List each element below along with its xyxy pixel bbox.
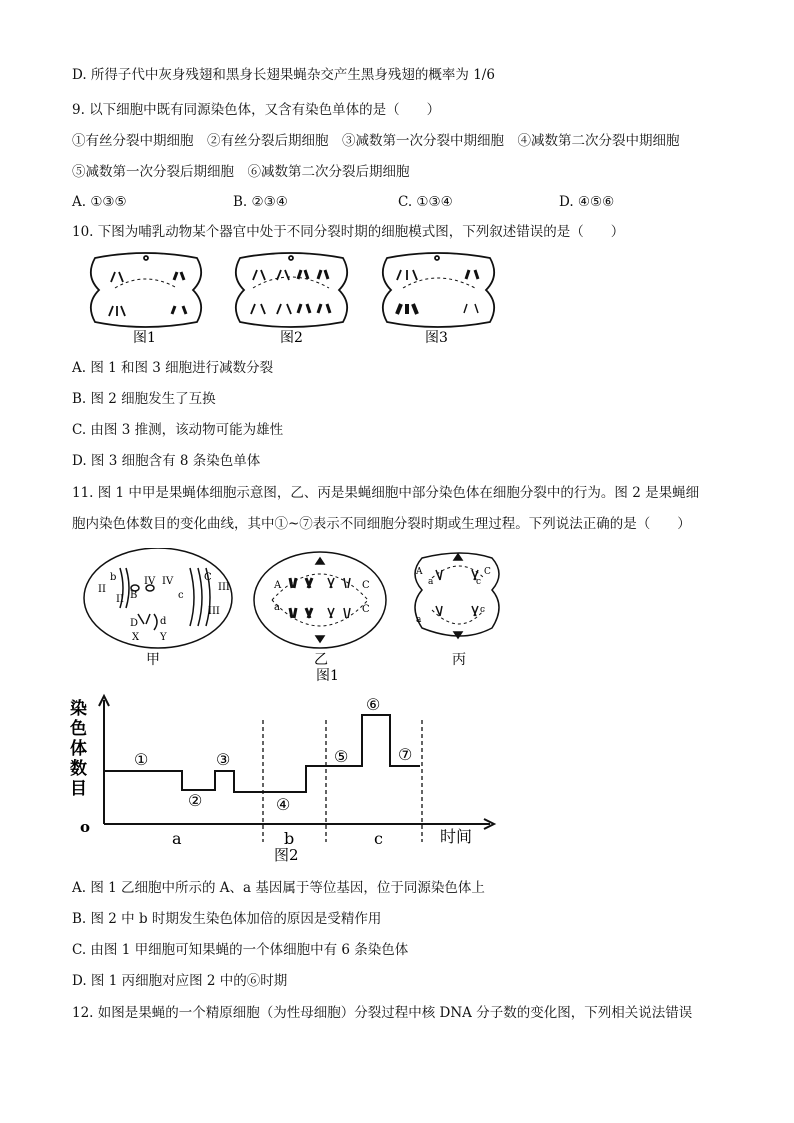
fig2-phase-a: a	[172, 829, 182, 848]
fig2-step-3: ③	[216, 750, 231, 769]
fig2-step-7: ⑦	[398, 745, 413, 764]
yi-cell	[254, 552, 386, 648]
q11-stem-line1: 11. 图 1 中甲是果蝇体细胞示意图，乙、丙是果蝇细胞中部分染色体在细胞分裂中的行为。图 2 是果蝇细	[72, 485, 700, 501]
q8-option-d: D. 所得子代中灰身残翅和黑身长翅果蝇杂交产生黑身残翅的概率为 1/6	[72, 67, 495, 83]
fig2-step-1: ①	[134, 750, 149, 769]
fig2-ylabel-char-4: 数	[70, 759, 87, 779]
q11-figure-2	[68, 692, 498, 864]
q10-cell-1	[91, 253, 201, 327]
q9-option-c: C. ①③④	[398, 194, 453, 210]
bing-cell	[415, 553, 499, 638]
fig2-phase-b: b	[284, 829, 295, 848]
q10-option-c: C. 由图 3 推测，该动物可能为雄性	[72, 422, 284, 438]
yi-label-C-top: C	[362, 580, 370, 591]
q10-caption-3: 图3	[425, 330, 448, 346]
q9-items-line2: ⑤减数第一次分裂后期细胞 ⑥减数第二次分裂后期细胞	[72, 164, 410, 180]
q10-caption-1: 图1	[133, 330, 156, 346]
jia-label-Y: Y	[160, 632, 167, 643]
q10-option-d: D. 图 3 细胞含有 8 条染色单体	[72, 453, 261, 469]
bing-label-c-top: c	[476, 577, 482, 587]
q10-option-b: B. 图 2 细胞发生了互换	[72, 391, 216, 407]
q12-stem: 12. 如图是果蝇的一个精原细胞（为性母细胞）分裂过程中核 DNA 分子数的变化图，下列相关说法错误	[72, 1005, 693, 1021]
q9-stem: 9. 以下细胞中既有同源染色体，又含有染色单体的是（ ）	[72, 102, 441, 118]
fig2-caption: 图2	[274, 846, 299, 864]
jia-label-b: b	[110, 572, 117, 583]
q11-option-d: D. 图 1 丙细胞对应图 2 中的⑥时期	[72, 973, 288, 989]
q10-cell-3	[383, 253, 494, 327]
q10-caption-2: 图2	[280, 330, 303, 346]
jia-cell	[84, 548, 232, 648]
fig2-phase-c: c	[374, 829, 383, 848]
jia-label-D: D	[130, 618, 139, 629]
q9-option-a: A. ①③⑤	[72, 194, 127, 210]
q11-figure-1	[80, 548, 510, 688]
q10-stem: 10. 下图为哺乳动物某个器官中处于不同分裂时期的细胞模式图，下列叙述错误的是（ ）	[72, 224, 625, 240]
fig2-step-4: ④	[276, 795, 291, 814]
fig2-axes	[99, 696, 494, 829]
yi-label-A: A	[274, 580, 282, 591]
bing-label-a-bottom: a	[416, 615, 422, 625]
q11-stem-line2: 胞内染色体数目的变化曲线，其中①~⑦表示不同细胞分裂时期或生理过程。下列说法正确的是（ ）	[72, 516, 691, 532]
jia-label-c: c	[178, 590, 184, 601]
jia-label-III-a: III	[218, 582, 230, 593]
jia-label-X: X	[132, 632, 140, 643]
q11-option-c: C. 由图 1 甲细胞可知果蝇的一个体细胞中有 6 条染色体	[72, 942, 409, 958]
q11-option-b: B. 图 2 中 b 时期发生染色体加倍的原因是受精作用	[72, 911, 382, 927]
fig2-ylabel-char-1: 染	[70, 699, 87, 719]
jia-label-C: C	[204, 572, 212, 583]
jia-label-d: d	[160, 616, 167, 627]
jia-label-IV-a: IV	[144, 576, 156, 587]
fig2-step-2: ②	[188, 791, 203, 810]
fig2-step-line	[104, 715, 420, 792]
q11-option-a: A. 图 1 乙细胞中所示的 A、a 基因属于等位基因，位于同源染色体上	[72, 880, 485, 896]
fig1-label-jia: 甲	[146, 652, 160, 668]
bing-label-c-bottom: c	[480, 605, 486, 615]
jia-label-B: B	[130, 590, 138, 601]
fig2-origin: o	[80, 818, 91, 836]
fig1-label-bing: 丙	[452, 652, 466, 668]
bing-label-A: A	[416, 567, 423, 577]
q10-cell-2	[236, 253, 347, 327]
q9-option-d: D. ④⑤⑥	[559, 194, 615, 210]
fig2-ylabel-char-3: 体	[70, 739, 87, 759]
q10-figure	[85, 246, 505, 346]
jia-label-II-a: II	[98, 584, 106, 595]
bing-label-a-top: a	[428, 577, 434, 587]
jia-label-II-b: II	[116, 594, 124, 605]
fig2-xlabel: 时间	[440, 827, 473, 846]
jia-label-IV-b: IV	[162, 576, 174, 587]
fig2-step-6: ⑥	[366, 695, 381, 714]
fig2-step-5: ⑤	[334, 747, 349, 766]
q9-items-line1: ①有丝分裂中期细胞 ②有丝分裂后期细胞 ③减数第一次分裂中期细胞 ④减数第二次分裂中期细胞	[72, 133, 680, 149]
q9-option-b: B. ②③④	[233, 194, 288, 210]
jia-label-III-b: III	[208, 606, 220, 617]
fig1-label-yi: 乙	[314, 652, 328, 668]
fig2-ylabel-char-5: 目	[70, 779, 87, 799]
yi-label-C-bottom: C	[362, 604, 370, 615]
yi-label-a: a	[274, 602, 280, 613]
fig2-step-labels	[134, 695, 412, 814]
fig1-caption: 图1	[316, 668, 339, 684]
q10-option-a: A. 图 1 和图 3 细胞进行减数分裂	[72, 360, 274, 376]
fig2-ylabel	[70, 699, 87, 799]
fig2-ylabel-char-2: 色	[70, 719, 87, 739]
bing-label-C: C	[484, 567, 491, 577]
